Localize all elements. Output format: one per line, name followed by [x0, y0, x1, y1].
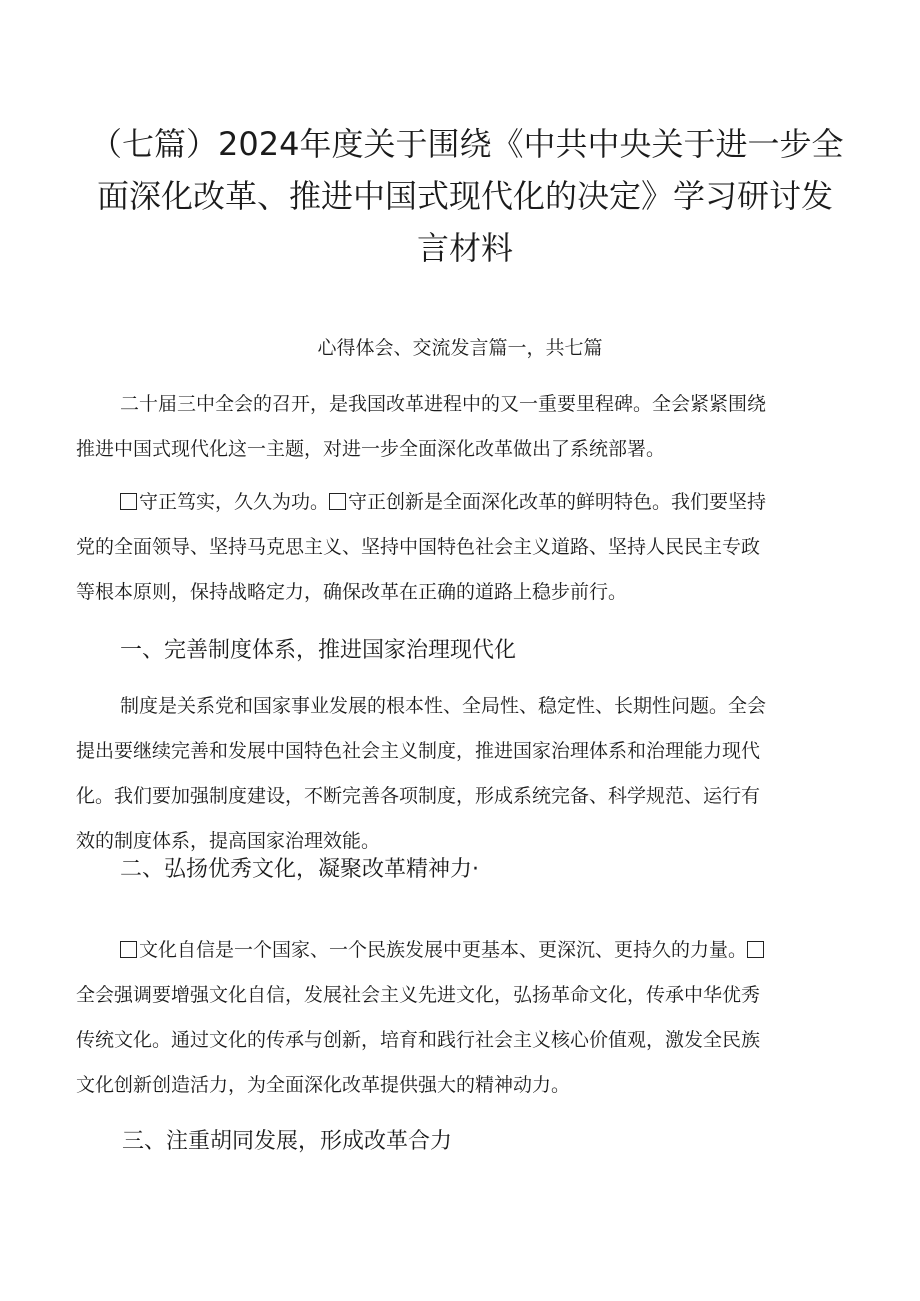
- paragraph-line: 效的制度体系，提高国家治理效能。: [76, 830, 381, 852]
- paragraph-line: 制度是关系党和国家事业发展的根本性、全局性、稳定性、长期性问题。全会: [120, 695, 767, 717]
- paragraph-principles: [76, 480, 856, 615]
- document-title: [90, 118, 844, 274]
- paragraph-line: 传统文化。通过文化的传承与创新，培育和践行社会主义核心价值观，激发全民族: [76, 1029, 761, 1051]
- paragraph-line: 全会强调要增强文化自信，发展社会主义先进文化，弘扬革命文化，传承中华优秀: [76, 984, 761, 1006]
- paragraph-line: [76, 928, 856, 973]
- title-line: 面深化改革、推进中国式现代化的决定》学习研讨发: [96, 177, 833, 215]
- paragraph-line: 推进中国式现代化这一主题，对进一步全面深化改革做出了系统部署。: [76, 438, 666, 460]
- paragraph-text: 守正创新是全面深化改革的鲜明特色。我们要坚持: [348, 491, 767, 513]
- paragraph-culture: [76, 928, 856, 1108]
- section-heading-1: 一、完善制度体系，推进国家治理现代化: [120, 638, 517, 663]
- document-subtitle: 心得体会、交流发言篇一，共七篇: [317, 337, 603, 359]
- paragraph-line: 文化创新创造活力，为全面深化改革提供强大的精神动力。: [76, 1074, 571, 1096]
- paragraph-text: 文化自信是一个国家、一个民族发展中更基本、更深沉、更持久的力量。: [139, 939, 748, 961]
- missing-glyph-box-icon: [120, 493, 137, 510]
- missing-glyph-box-icon: [747, 941, 764, 958]
- title-line: 言材料: [416, 229, 513, 267]
- paragraph-line: 化。我们要加强制度建设，不断完善各项制度，形成系统完备、科学规范、运行有: [76, 785, 761, 807]
- paragraph-text: 守正笃实，久久为功。: [139, 491, 330, 513]
- paragraph-line: 党的全面领导、坚持马克思主义、坚持中国特色社会主义道路、坚持人民民主专政: [76, 536, 761, 558]
- section-heading-2: 二、弘扬优秀文化，凝聚改革精神力·: [120, 857, 479, 882]
- section-heading-3: 三、注重胡同发展，形成改革合力: [122, 1129, 453, 1154]
- paragraph-line: [76, 480, 856, 525]
- title-line: （七篇）2024年度关于围绕《中共中央关于进一步全: [90, 125, 844, 163]
- paragraph-intro: [76, 382, 856, 472]
- missing-glyph-box-icon: [120, 941, 137, 958]
- paragraph-line: 二十届三中全会的召开，是我国改革进程中的又一重要里程碑。全会紧紧围绕: [120, 393, 767, 415]
- paragraph-line: 等根本原则，保持战略定力，确保改革在正确的道路上稳步前行。: [76, 581, 628, 603]
- paragraph-line: 提出要继续完善和发展中国特色社会主义制度，推进国家治理体系和治理能力现代: [76, 740, 761, 762]
- missing-glyph-box-icon: [329, 493, 346, 510]
- paragraph-institutions: [76, 684, 856, 864]
